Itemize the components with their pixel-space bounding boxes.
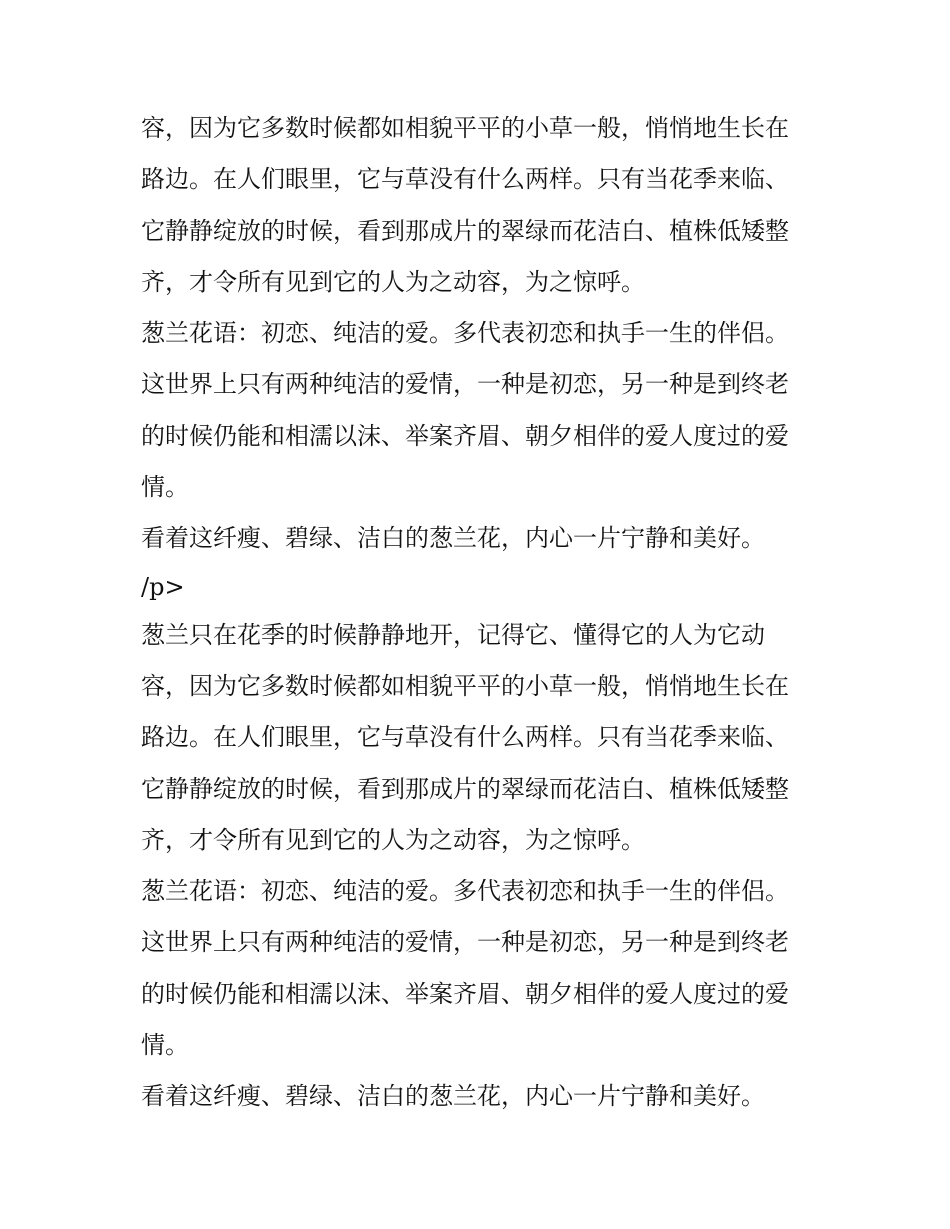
text-line: 的时候仍能和相濡以沫、举案齐眉、朝夕相伴的爱人度过的爱	[141, 421, 789, 450]
text-line: 它静静绽放的时候，看到那成片的翠绿而花洁白、植株低矮整	[141, 216, 789, 245]
text-line: 葱兰只在花季的时候静静地开，记得它、懂得它的人为它动	[141, 620, 765, 649]
text-line: 齐，才令所有见到它的人为之动容，为之惊呼。	[141, 825, 645, 854]
text-line: 路边。在人们眼里，它与草没有什么两样。只有当花季来临、	[141, 165, 789, 194]
text-line: 看着这纤瘦、碧绿、洁白的葱兰花，内心一片宁静和美好。	[141, 1082, 765, 1111]
text-line: 这世界上只有两种纯洁的爱情，一种是初恋，另一种是到终老	[141, 370, 789, 399]
text-line: 情。	[141, 473, 189, 502]
text-line: 的时候仍能和相濡以沫、举案齐眉、朝夕相伴的爱人度过的爱	[141, 979, 789, 1008]
text-line: 路边。在人们眼里，它与草没有什么两样。只有当花季来临、	[141, 723, 789, 752]
text-line: 看着这纤瘦、碧绿、洁白的葱兰花，内心一片宁静和美好。	[141, 524, 765, 553]
document-body	[141, 103, 821, 1123]
text-line: 齐，才令所有见到它的人为之动容，为之惊呼。	[141, 267, 645, 296]
text-line: 它静静绽放的时候，看到那成片的翠绿而花洁白、植株低矮整	[141, 774, 789, 803]
text-line: 这世界上只有两种纯洁的爱情，一种是初恋，另一种是到终老	[141, 928, 789, 957]
text-line: /p>	[141, 572, 185, 601]
text-line: 情。	[141, 1031, 189, 1060]
text-line: 葱兰花语：初恋、纯洁的爱。多代表初恋和执手一生的伴侣。	[141, 319, 789, 348]
text-line: 容，因为它多数时候都如相貌平平的小草一般，悄悄地生长在	[141, 114, 789, 142]
text-line: 容，因为它多数时候都如相貌平平的小草一般，悄悄地生长在	[141, 671, 789, 700]
text-line: 葱兰花语：初恋、纯洁的爱。多代表初恋和执手一生的伴侣。	[141, 877, 789, 906]
